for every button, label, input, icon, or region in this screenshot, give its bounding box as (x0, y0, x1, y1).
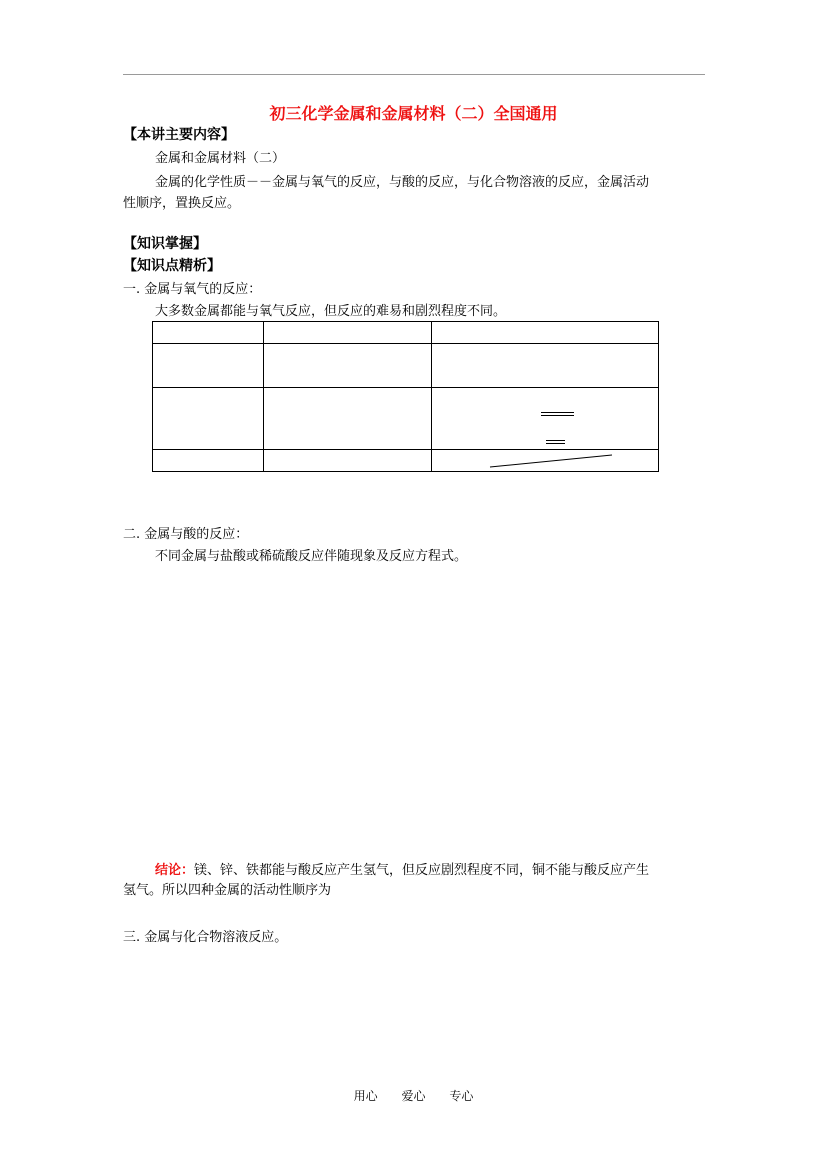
table-cell (153, 450, 264, 472)
footer-item: 爱心 (401, 1089, 426, 1103)
page-footer (0, 1087, 827, 1104)
table-cell (153, 388, 264, 450)
table-cell (153, 344, 264, 388)
footer-item: 专心 (449, 1089, 474, 1103)
table-cell (432, 388, 659, 450)
table-cell (264, 322, 432, 344)
main-content-line-2: 金属的化学性质－－金属与氧气的反应，与酸的反应，与化合物溶液的反应，金属活动 (155, 175, 650, 190)
table-cell (264, 450, 432, 472)
point-1-heading: 一. 金属与氧气的反应： (123, 282, 262, 297)
main-content-line-3: 性顺序，置换反应。 (123, 196, 241, 211)
point-2-text: 不同金属与盐酸或稀硫酸反应伴随现象及反应方程式。 (155, 549, 468, 564)
equation-line (546, 443, 565, 444)
table-cell (153, 322, 264, 344)
point-2-heading: 二. 金属与酸的反应： (123, 527, 249, 542)
section-main-content-heading: 【本讲主要内容】 (123, 127, 235, 143)
section-knowledge-heading: 【知识掌握】 (123, 236, 207, 252)
table-cell (432, 322, 659, 344)
equation-line (546, 440, 565, 441)
oxygen-reaction-table (152, 321, 659, 472)
main-content-line-1: 金属和金属材料（二） (155, 151, 286, 166)
footer-item: 用心 (353, 1089, 378, 1103)
section-points-heading: 【知识点精析】 (123, 258, 221, 274)
table-cell (264, 388, 432, 450)
equation-line (541, 412, 574, 413)
table-cell (264, 344, 432, 388)
page-title: 初三化学金属和金属材料（二）全国通用 (269, 104, 558, 123)
conclusion-text-1: 镁、锌、铁都能与酸反应产生氢气，但反应剧烈程度不同，铜不能与酸反应产生 (194, 863, 650, 878)
point-3-heading: 三. 金属与化合物溶液反应。 (123, 930, 288, 945)
conclusion-line-1 (155, 862, 649, 880)
table-cell (432, 344, 659, 388)
header-rule (123, 74, 705, 75)
point-1-text: 大多数金属都能与氧气反应，但反应的难易和剧烈程度不同。 (155, 304, 507, 319)
conclusion-label: 结论： (155, 863, 195, 878)
equation-slant-line (488, 453, 614, 469)
equation-line (541, 415, 574, 416)
conclusion-line-2: 氢气。所以四种金属的活动性顺序为 (123, 883, 332, 898)
